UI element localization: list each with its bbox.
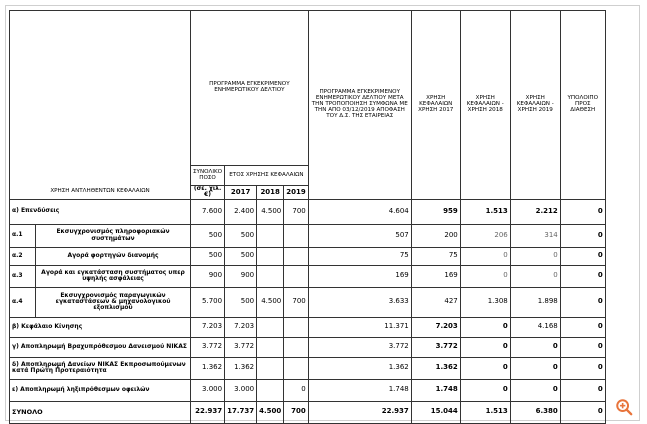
cell-use-2019: 6.380 bbox=[510, 401, 560, 423]
cell-amended: 11.371 bbox=[308, 317, 411, 337]
cell-2019 bbox=[284, 337, 308, 357]
cell-remaining: 0 bbox=[560, 379, 605, 401]
cell-total: 22.937 bbox=[191, 401, 225, 423]
row-label: Εκσυγχρονισμός παραγωγικών εγκαταστάσεων & μηχανολογικού εξοπλισμού bbox=[36, 287, 191, 317]
cell-2018 bbox=[257, 357, 284, 379]
cell-2017: 500 bbox=[225, 247, 257, 265]
cell-total: 7.600 bbox=[191, 199, 225, 224]
header-total-unit: (σε. χιλ. €) bbox=[191, 186, 225, 200]
cell-2018 bbox=[257, 247, 284, 265]
cell-2018: 4.500 bbox=[257, 287, 284, 317]
header-year-2019: 2019 bbox=[284, 186, 308, 200]
cell-remaining: 0 bbox=[560, 357, 605, 379]
table-row bbox=[10, 287, 606, 317]
row-label: Αγορά φορτηγών διανομής bbox=[36, 247, 191, 265]
row-code: α.1 bbox=[10, 224, 36, 247]
header-total-amount: ΣΥΝΟΛΙΚΟ ΠΟΣΟ bbox=[191, 166, 225, 186]
cell-total: 900 bbox=[191, 265, 225, 287]
table-row bbox=[10, 337, 606, 357]
table-row bbox=[10, 317, 606, 337]
cell-use-2019: 4.168 bbox=[510, 317, 560, 337]
cell-use-2017: 75 bbox=[411, 247, 460, 265]
row-label: Αγορά και εγκατάσταση συστήματος υπερ υψηλής ασφάλειας bbox=[36, 265, 191, 287]
cell-2017: 900 bbox=[225, 265, 257, 287]
cell-remaining: 0 bbox=[560, 317, 605, 337]
cell-use-2017: 427 bbox=[411, 287, 460, 317]
cell-use-2018: 1.513 bbox=[460, 199, 510, 224]
cell-use-2017: 7.203 bbox=[411, 317, 460, 337]
cell-remaining: 0 bbox=[560, 224, 605, 247]
header-account: ΧΡΗΣΗ ΑΝΤΛΗΘΕΝΤΩΝ ΚΕΦΑΛΑΙΩΝ bbox=[10, 11, 191, 200]
cell-2019 bbox=[284, 247, 308, 265]
cell-amended: 1.362 bbox=[308, 357, 411, 379]
zoom-in-icon[interactable] bbox=[615, 398, 633, 416]
cell-2019 bbox=[284, 265, 308, 287]
header-use-2018: ΧΡΗΣΗ ΚΕΦΑΛΑΙΩΝ - ΧΡΗΣΗ 2018 bbox=[460, 11, 510, 200]
cell-2018 bbox=[257, 224, 284, 247]
cell-2019: 700 bbox=[284, 401, 308, 423]
cell-total: 500 bbox=[191, 224, 225, 247]
table-row bbox=[10, 379, 606, 401]
cell-2018 bbox=[257, 337, 284, 357]
cell-use-2018: 0 bbox=[460, 247, 510, 265]
cell-2019 bbox=[284, 357, 308, 379]
cell-use-2019: 314 bbox=[510, 224, 560, 247]
row-code: α.2 bbox=[10, 247, 36, 265]
cell-use-2017: 15.044 bbox=[411, 401, 460, 423]
cell-amended: 507 bbox=[308, 224, 411, 247]
row-code: α.4 bbox=[10, 287, 36, 317]
cell-2018: 4.500 bbox=[257, 199, 284, 224]
cell-2017: 2.400 bbox=[225, 199, 257, 224]
table-row bbox=[10, 265, 606, 287]
row-code: α.3 bbox=[10, 265, 36, 287]
header-year-2017: 2017 bbox=[225, 186, 257, 200]
cell-2018 bbox=[257, 317, 284, 337]
cell-total: 3.000 bbox=[191, 379, 225, 401]
header-year-2018: 2018 bbox=[257, 186, 284, 200]
cell-use-2018: 206 bbox=[460, 224, 510, 247]
cell-2018: 4.500 bbox=[257, 401, 284, 423]
cell-2018 bbox=[257, 265, 284, 287]
cell-2017: 500 bbox=[225, 224, 257, 247]
cell-use-2019: 0 bbox=[510, 379, 560, 401]
cell-2017: 3.772 bbox=[225, 337, 257, 357]
header-amended-program: ΠΡΟΓΡΑΜΜΑ ΕΓΚΕΚΡΙΜΕΝΟΥ ΕΝΗΜΕΡΩΤΙΚΟΥ ΔΕΛΤΙΟΥ ΜΕΤΑ ΤΗΝ ΤΡΟΠΟΠΟΙΗΣΗ ΣΥΜΦΩΝΑ ΜΕ ΤΗΝ ΑΠΟ 03/12/2019 ΑΠΟΦΑΣΗ ΤΟΥ Δ.Σ. ΤΗΣ ΕΤΑΙΡΕΙΑΣ bbox=[308, 11, 411, 200]
cell-amended: 22.937 bbox=[308, 401, 411, 423]
cell-total: 5.700 bbox=[191, 287, 225, 317]
cell-use-2017: 1.748 bbox=[411, 379, 460, 401]
cell-use-2019: 0 bbox=[510, 247, 560, 265]
cell-remaining: 0 bbox=[560, 287, 605, 317]
cell-total: 7.203 bbox=[191, 317, 225, 337]
cell-amended: 169 bbox=[308, 265, 411, 287]
cell-remaining: 0 bbox=[560, 337, 605, 357]
cell-amended: 3.633 bbox=[308, 287, 411, 317]
cell-amended: 4.604 bbox=[308, 199, 411, 224]
cell-remaining: 0 bbox=[560, 401, 605, 423]
cell-2019 bbox=[284, 317, 308, 337]
cell-use-2019: 0 bbox=[510, 337, 560, 357]
cell-use-2019: 1.898 bbox=[510, 287, 560, 317]
cell-use-2018: 0 bbox=[460, 337, 510, 357]
header-use-2019: ΧΡΗΣΗ ΚΕΦΑΛΑΙΩΝ - ΧΡΗΣΗ 2019 bbox=[510, 11, 560, 200]
row-label: β) Κεφάλαιο Κίνησης bbox=[10, 317, 191, 337]
cell-amended: 75 bbox=[308, 247, 411, 265]
header-remaining: ΥΠΟΛΟΙΠΟ ΠΡΟΣ ΔΙΑΘΕΣΗ bbox=[560, 11, 605, 200]
cell-2017: 17.737 bbox=[225, 401, 257, 423]
row-label: γ) Αποπληρωμή Βραχυπρόθεσμου Δανεισμού ΝΙΚΑΣ bbox=[10, 337, 191, 357]
cell-amended: 1.748 bbox=[308, 379, 411, 401]
cell-amended: 3.772 bbox=[308, 337, 411, 357]
row-label: Εκσυγχρονισμός πληροφοριακών συστημάτων bbox=[36, 224, 191, 247]
cell-2019: 700 bbox=[284, 287, 308, 317]
cell-2019: 0 bbox=[284, 379, 308, 401]
cell-2019: 700 bbox=[284, 199, 308, 224]
cell-use-2017: 959 bbox=[411, 199, 460, 224]
cell-use-2018: 1.308 bbox=[460, 287, 510, 317]
cell-remaining: 0 bbox=[560, 265, 605, 287]
cell-use-2017: 169 bbox=[411, 265, 460, 287]
cell-use-2018: 0 bbox=[460, 265, 510, 287]
cell-use-2017: 200 bbox=[411, 224, 460, 247]
row-label: α) Επενδύσεις bbox=[10, 199, 191, 224]
funds-use-table bbox=[9, 10, 606, 424]
header-years-group: ΕΤΟΣ ΧΡΗΣΗΣ ΚΕΦΑΛΑΙΩΝ bbox=[225, 166, 309, 186]
table-row bbox=[10, 199, 606, 224]
cell-remaining: 0 bbox=[560, 247, 605, 265]
cell-2017: 1.362 bbox=[225, 357, 257, 379]
cell-use-2019: 0 bbox=[510, 357, 560, 379]
cell-use-2019: 2.212 bbox=[510, 199, 560, 224]
cell-total: 500 bbox=[191, 247, 225, 265]
row-label: δ) Αποπληρωμή Δανείων ΝΙΚΑΣ Εκπροσωπούμενων κατά Πρώτη Προτεραιότητα bbox=[10, 357, 191, 379]
cell-use-2017: 3.772 bbox=[411, 337, 460, 357]
table-row bbox=[10, 357, 606, 379]
cell-use-2019: 0 bbox=[510, 265, 560, 287]
cell-2017: 500 bbox=[225, 287, 257, 317]
cell-remaining: 0 bbox=[560, 199, 605, 224]
table-row bbox=[10, 224, 606, 247]
header-program: ΠΡΟΓΡΑΜΜΑ ΕΓΚΕΚΡΙΜΕΝΟΥ ΕΝΗΜΕΡΩΤΙΚΟΥ ΔΕΛΤΙΟΥ bbox=[191, 11, 309, 166]
cell-total: 3.772 bbox=[191, 337, 225, 357]
cell-use-2018: 0 bbox=[460, 357, 510, 379]
cell-use-2018: 0 bbox=[460, 317, 510, 337]
table-row-total bbox=[10, 401, 606, 423]
cell-2018 bbox=[257, 379, 284, 401]
row-label: ΣΥΝΟΛΟ bbox=[10, 401, 191, 423]
cell-use-2018: 0 bbox=[460, 379, 510, 401]
cell-2017: 7.203 bbox=[225, 317, 257, 337]
table-row bbox=[10, 247, 606, 265]
cell-total: 1.362 bbox=[191, 357, 225, 379]
row-label: ε) Αποπληρωμή ληξιπρόθεσμων οφειλών bbox=[10, 379, 191, 401]
cell-use-2017: 1.362 bbox=[411, 357, 460, 379]
header-use-2017: ΧΡΗΣΗ ΚΕΦΑΛΑΙΩΝ ΧΡΗΣΗ 2017 bbox=[411, 11, 460, 200]
cell-2019 bbox=[284, 224, 308, 247]
cell-2017: 3.000 bbox=[225, 379, 257, 401]
cell-use-2018: 1.513 bbox=[460, 401, 510, 423]
